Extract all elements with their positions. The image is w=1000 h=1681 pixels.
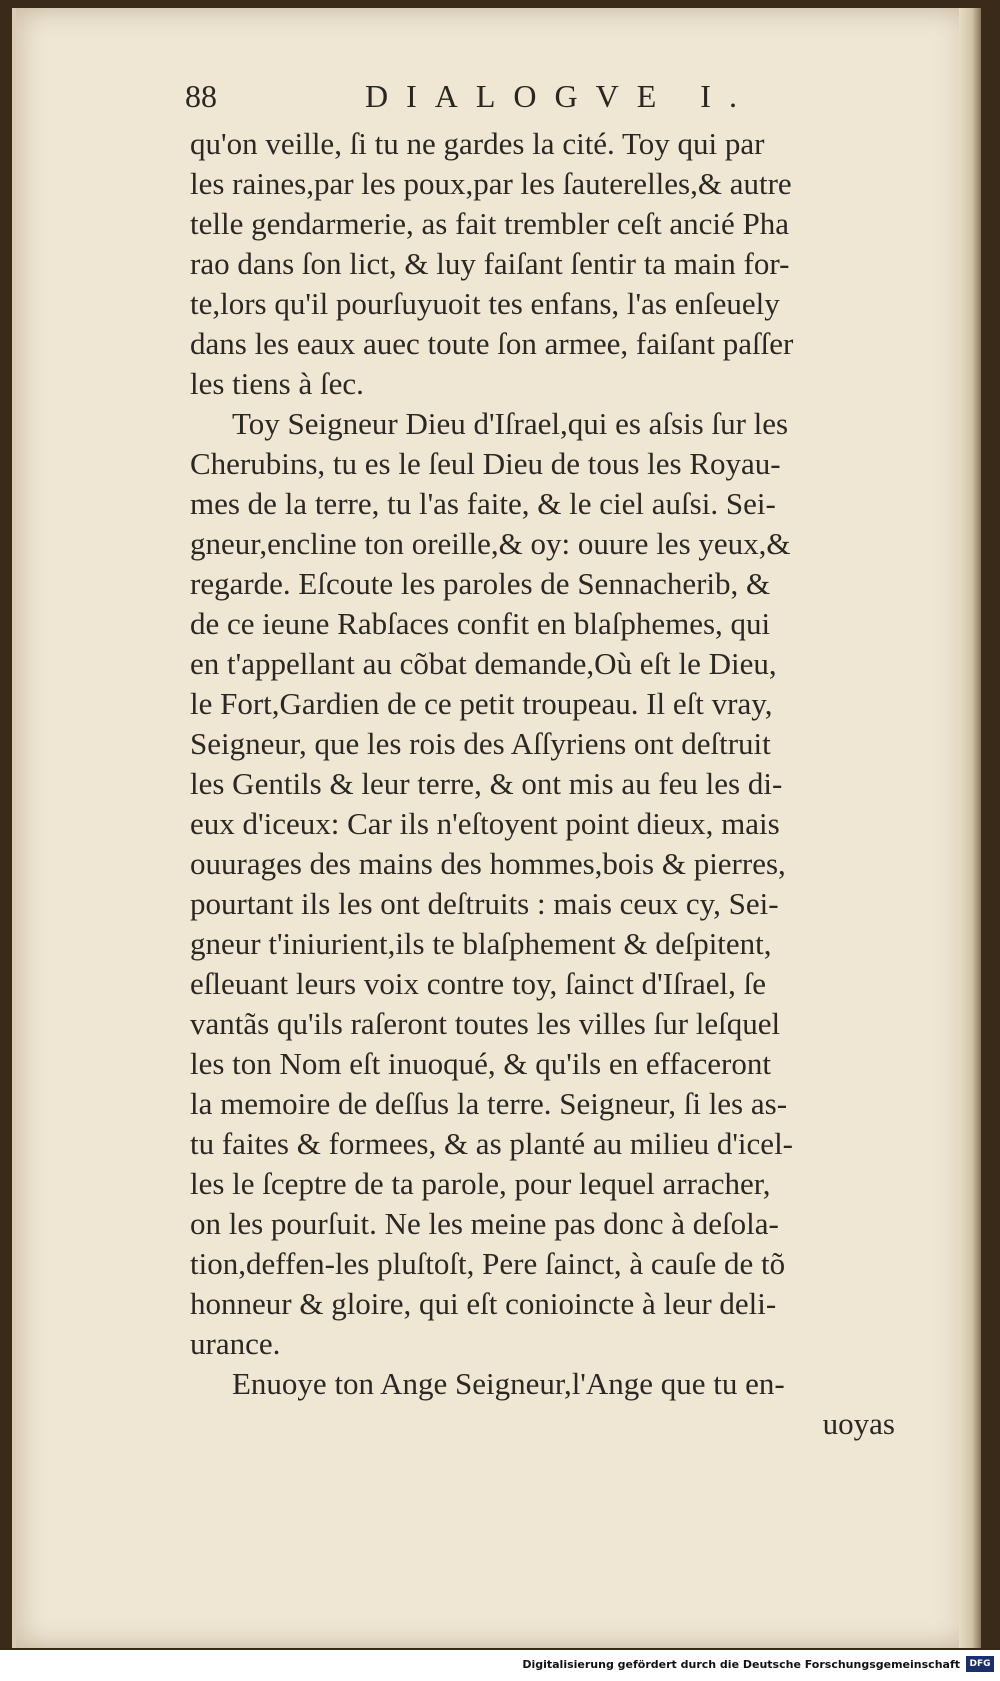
text-line: les raines,par les poux,par les ſauterelles,& autre [190, 166, 792, 201]
text-line: en t'appellant au cõbat demande,Où eſt le Dieu, [190, 646, 777, 681]
text-line: les tiens à ſec. [190, 366, 364, 401]
text-line: les ton Nom eſt inuoqué, & qu'ils en effaceront [190, 1046, 771, 1081]
body-text [190, 124, 905, 1444]
text-line: tu faites & formees, & as planté au milieu d'icel- [190, 1126, 794, 1161]
text-line: Enuoye ton Ange Seigneur,l'Ange que tu en- [232, 1366, 785, 1401]
text-line: tion,deffen-les pluſtoſt, Pere ſainct, à cauſe de tõ [190, 1246, 786, 1281]
page-number: 88 [185, 78, 217, 114]
text-line: de ce ieune Rabſaces confit en blaſphemes, qui [190, 606, 771, 641]
text-line: te,lors qu'il pourſuyuoit tes enfans, l'as enſeuely [190, 286, 780, 321]
text-line: les le ſceptre de ta parole, pour lequel arracher, [190, 1166, 771, 1201]
text-line: honneur & gloire, qui eſt conioincte à leur deli- [190, 1286, 777, 1321]
text-line: Cherubins, tu es le ſeul Dieu de tous les Royau- [190, 446, 781, 481]
text-line: Seigneur, que les rois des Aſſyriens ont deſtruit [190, 726, 771, 761]
text-line: dans les eaux auec toute ſon armee, faiſant paſſer [190, 326, 794, 361]
text-line: ouurages des mains des hommes,bois & pierres, [190, 846, 786, 881]
text-line: eſleuant leurs voix contre toy, ſainct d'Iſrael, ſe [190, 966, 766, 1001]
text-line: mes de la terre, tu l'as faite, & le ciel auſsi. Sei- [190, 486, 776, 521]
catchword: uoyas [822, 1406, 895, 1441]
page-edge [959, 8, 981, 1648]
footer-credit: Digitalisierung gefördert durch die Deutsche Forschungsgemeinschaft [522, 1658, 960, 1671]
text-line: rao dans ſon lict, & luy faiſant ſentir ta main for- [190, 246, 790, 281]
text-line: on les pourſuit. Ne les meine pas donc à deſola- [190, 1206, 779, 1241]
text-line: gneur t'iniurient,ils te blaſphement & deſpitent, [190, 926, 772, 961]
text-line: gneur,encline ton oreille,& oy: ouure les yeux,& [190, 526, 791, 561]
text-line: qu'on veille, ſi tu ne gardes la cité. Toy qui par [190, 126, 765, 161]
text-line: Toy Seigneur Dieu d'Iſrael,qui es aſsis ſur les [232, 406, 789, 441]
dfg-logo: DFG [966, 1656, 994, 1672]
text-line: regarde. Eſcoute les paroles de Sennacherib, & [190, 566, 771, 601]
text-line: eux d'iceux: Car ils n'eſtoyent point dieux, mais [190, 806, 780, 841]
text-line: les Gentils & leur terre, & ont mis au feu les di- [190, 766, 783, 801]
text-line: pourtant ils les ont deſtruits : mais ceux cy, Sei- [190, 886, 779, 921]
text-line: la memoire de deſſus la terre. Seigneur, ſi les as- [190, 1086, 788, 1121]
text-line: vantãs qu'ils raſeront toutes les villes ſur leſquel [190, 1006, 781, 1041]
page-header [185, 78, 905, 126]
text-line: urance. [190, 1326, 281, 1361]
text-line: le Fort,Gardien de ce petit troupeau. Il eſt vray, [190, 686, 773, 721]
running-head: DIALOGVE I. [365, 78, 755, 114]
digitization-footer [0, 1650, 1000, 1681]
text-line: telle gendarmerie, as fait trembler ceſt ancié Pha [190, 206, 790, 241]
